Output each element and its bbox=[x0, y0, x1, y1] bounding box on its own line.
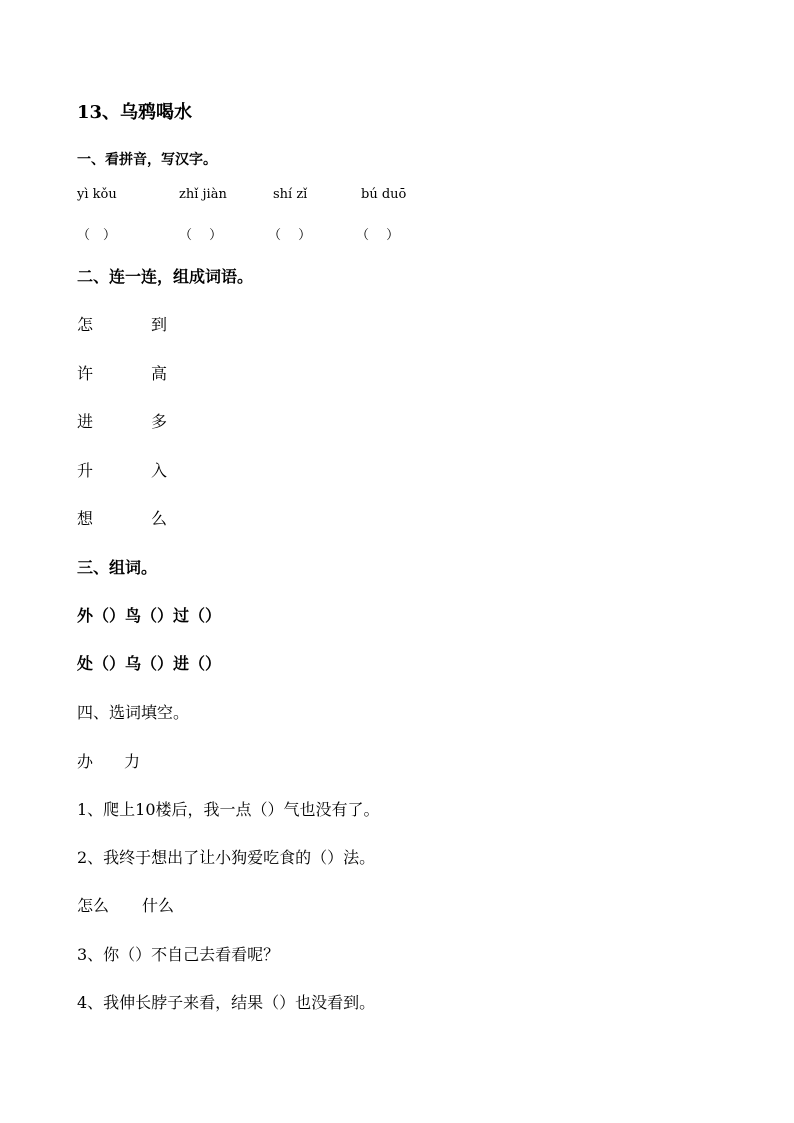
section-2-heading: 二、连一连，组成词语。 bbox=[77, 267, 254, 286]
question-3: 3、你（）不自己去看看呢？ bbox=[77, 945, 280, 964]
question-2: 2、我终于想出了让小狗爱吃食的（）法。 bbox=[77, 848, 376, 867]
answer-blank: （ ） bbox=[268, 228, 312, 243]
answer-blank: （ ） bbox=[77, 228, 117, 243]
word-building-row: 处（）乌（）进（） bbox=[77, 654, 222, 673]
match-left-char: 想 bbox=[77, 509, 94, 528]
section-1-heading: 一、看拼音，写汉字。 bbox=[77, 152, 217, 168]
page-title: 13、乌鸦喝水 bbox=[77, 102, 193, 123]
answer-blank: （ ） bbox=[179, 228, 223, 243]
pinyin-item: zhǐ jiàn bbox=[179, 187, 227, 202]
question-4: 4、我伸长脖子来看，结果（）也没看到。 bbox=[77, 993, 376, 1012]
pinyin-item: shí zǐ bbox=[273, 187, 308, 202]
match-right-char: 到 bbox=[151, 315, 168, 334]
answer-blank: （ ） bbox=[356, 228, 400, 243]
match-left-char: 许 bbox=[77, 364, 94, 383]
match-left-char: 升 bbox=[77, 461, 94, 480]
word-choice: 什么 bbox=[142, 896, 175, 915]
match-right-char: 高 bbox=[151, 364, 168, 383]
word-choice: 怎么 bbox=[77, 896, 110, 915]
section-3-heading: 三、组词。 bbox=[77, 558, 158, 577]
section-4-heading: 四、选词填空。 bbox=[77, 703, 190, 722]
question-1: 1、爬上10楼后，我一点（）气也没有了。 bbox=[77, 800, 380, 819]
pinyin-item: bú duō bbox=[361, 187, 407, 202]
match-left-char: 怎 bbox=[77, 315, 94, 334]
match-right-char: 么 bbox=[151, 509, 168, 528]
word-choice: 办 bbox=[77, 752, 94, 771]
match-right-char: 多 bbox=[151, 412, 168, 431]
word-building-row: 外（）鸟（）过（） bbox=[77, 606, 222, 625]
match-right-char: 入 bbox=[151, 461, 168, 480]
pinyin-item: yì kǒu bbox=[77, 187, 117, 202]
word-choice: 力 bbox=[124, 752, 141, 771]
match-left-char: 进 bbox=[77, 412, 94, 431]
